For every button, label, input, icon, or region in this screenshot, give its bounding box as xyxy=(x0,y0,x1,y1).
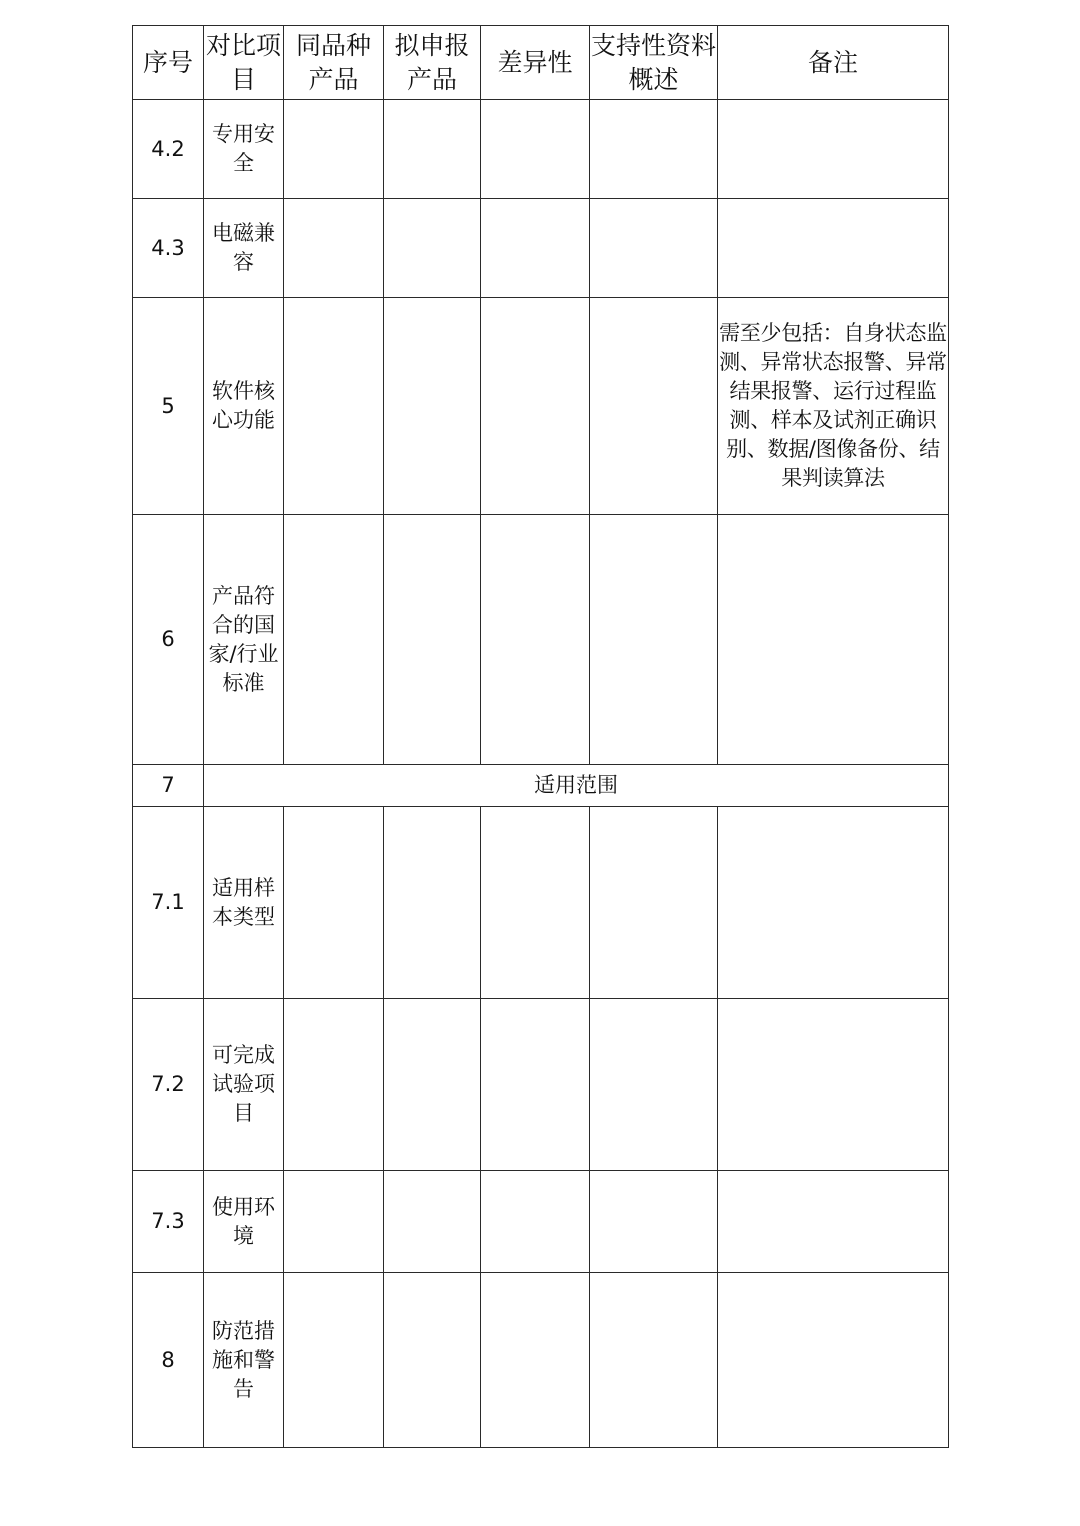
row-number: 5 xyxy=(133,298,204,515)
remark-cell xyxy=(718,199,949,298)
support-cell xyxy=(590,100,718,199)
row-item: 使用环境 xyxy=(204,1171,284,1273)
row-item: 专用安全 xyxy=(204,100,284,199)
support-cell xyxy=(590,1171,718,1273)
row-item: 电磁兼容 xyxy=(204,199,284,298)
declared-cell xyxy=(384,1171,481,1273)
table-row xyxy=(133,1273,949,1448)
row-item: 软件核心功能 xyxy=(204,298,284,515)
support-cell xyxy=(590,807,718,999)
difference-cell xyxy=(481,807,590,999)
same-kind-cell xyxy=(284,100,384,199)
section-title: 适用范围 xyxy=(204,765,949,807)
table-row xyxy=(133,807,949,999)
table-row xyxy=(133,999,949,1171)
same-kind-cell xyxy=(284,199,384,298)
row-number: 6 xyxy=(133,515,204,765)
support-cell xyxy=(590,515,718,765)
difference-cell xyxy=(481,515,590,765)
remark-cell xyxy=(718,999,949,1171)
difference-cell xyxy=(481,999,590,1171)
remark-cell xyxy=(718,515,949,765)
row-number: 8 xyxy=(133,1273,204,1448)
header-remark: 备注 xyxy=(718,26,949,100)
row-number: 7.2 xyxy=(133,999,204,1171)
same-kind-cell xyxy=(284,1273,384,1448)
header-declared: 拟申报产品 xyxy=(384,26,481,100)
support-cell xyxy=(590,298,718,515)
row-item: 防范措施和警告 xyxy=(204,1273,284,1448)
support-cell xyxy=(590,1273,718,1448)
remark-cell xyxy=(718,807,949,999)
row-item: 适用样本类型 xyxy=(204,807,284,999)
support-cell xyxy=(590,199,718,298)
declared-cell xyxy=(384,1273,481,1448)
table-row xyxy=(133,100,949,199)
difference-cell xyxy=(481,199,590,298)
table-row xyxy=(133,199,949,298)
declared-cell xyxy=(384,807,481,999)
difference-cell xyxy=(481,100,590,199)
same-kind-cell xyxy=(284,298,384,515)
table-row xyxy=(133,515,949,765)
support-cell xyxy=(590,999,718,1171)
row-number: 4.2 xyxy=(133,100,204,199)
header-difference: 差异性 xyxy=(481,26,590,100)
header-same-kind: 同品种产品 xyxy=(284,26,384,100)
declared-cell xyxy=(384,100,481,199)
row-item: 可完成试验项目 xyxy=(204,999,284,1171)
table-row xyxy=(133,1171,949,1273)
header-support: 支持性资料概述 xyxy=(590,26,718,100)
same-kind-cell xyxy=(284,999,384,1171)
row-number: 7.3 xyxy=(133,1171,204,1273)
remark-cell xyxy=(718,100,949,199)
remark-cell xyxy=(718,1273,949,1448)
row-number: 4.3 xyxy=(133,199,204,298)
row-number: 7.1 xyxy=(133,807,204,999)
table-row xyxy=(133,298,949,515)
remark-cell: 需至少包括：自身状态监测、异常状态报警、异常结果报警、运行过程监测、样本及试剂正确识别、数据/图像备份、结果判读算法 xyxy=(718,298,949,515)
remark-cell xyxy=(718,1171,949,1273)
difference-cell xyxy=(481,1273,590,1448)
declared-cell xyxy=(384,999,481,1171)
header-item: 对比项目 xyxy=(204,26,284,100)
same-kind-cell xyxy=(284,807,384,999)
section-number: 7 xyxy=(133,765,204,807)
comparison-table xyxy=(132,25,949,1448)
difference-cell xyxy=(481,298,590,515)
header-row xyxy=(133,26,949,100)
header-seq: 序号 xyxy=(133,26,204,100)
row-item: 产品符合的国家/行业标准 xyxy=(204,515,284,765)
section-row xyxy=(133,765,949,807)
same-kind-cell xyxy=(284,1171,384,1273)
same-kind-cell xyxy=(284,515,384,765)
difference-cell xyxy=(481,1171,590,1273)
declared-cell xyxy=(384,515,481,765)
declared-cell xyxy=(384,298,481,515)
declared-cell xyxy=(384,199,481,298)
